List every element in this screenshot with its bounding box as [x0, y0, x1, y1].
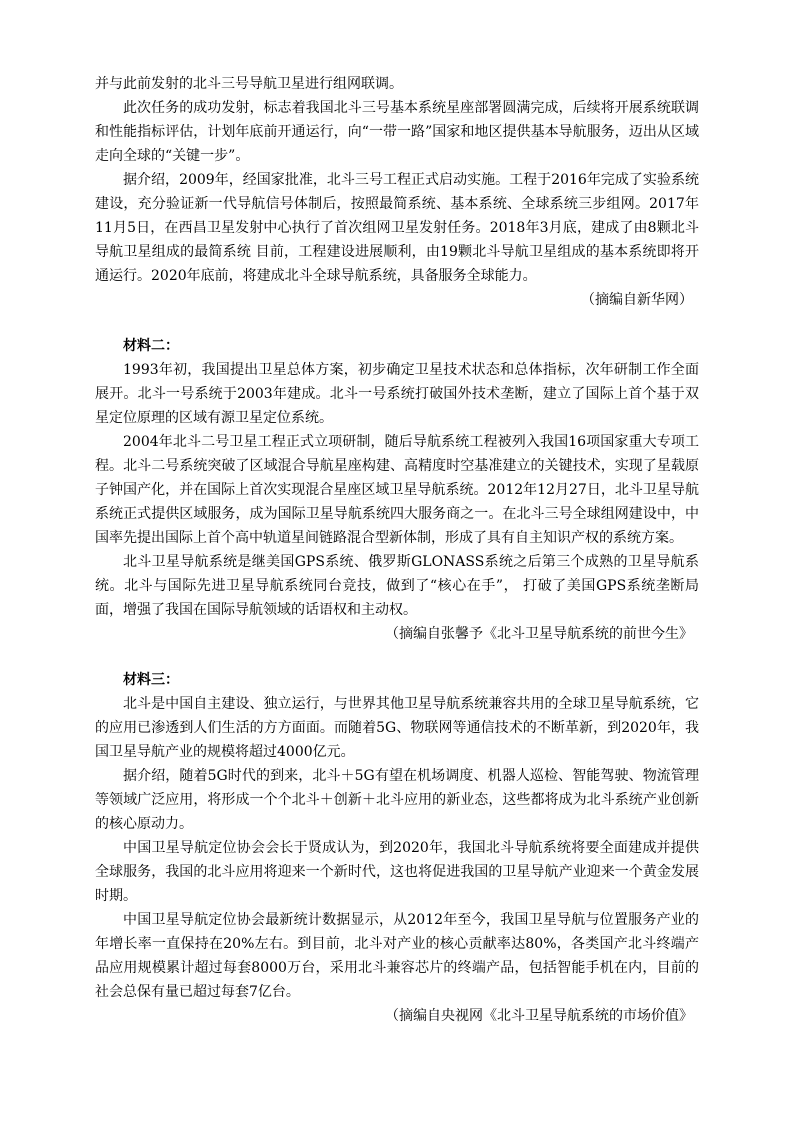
material-2-paragraph-2: 2004年北斗二号卫星工程正式立项研制，随后导航系统工程被列入我国16项国家重大专项工程。北斗二号系统突破了区域混合导航星座构建、高精度时空基准建立的关键技术，实现了星载原子钟国产化，并在国际上首次实现混合星座区域卫星导航系统。2012年12月27日，北斗卫星导航系统正式提供区域服务，成为国际卫星导航系统四大服务商之一。在北斗三号全球组网建设中，中国率先提出国际上首个高中轨道星间链路混合型新体制，形成了具有自主知识产权的系统方案。: [95, 434, 699, 546]
material-3-paragraph-2: 据介绍，随着5G时代的到来，北斗＋5G有望在机场调度、机器人巡检、智能驾驶、物流管理等领域广泛应用，将形成一个个北斗＋创新＋北斗应用的新业态，这些都将成为北斗系统产业创新的核心原动力。: [95, 768, 699, 832]
intro-paragraph-continuation: 并与此前发射的北斗三号导航卫星进行组网联调。: [95, 76, 403, 92]
material-3-paragraph-4: 中国卫星导航定位协会最新统计数据显示，从2012年至今，我国卫星导航与位置服务产业的年增长率一直保持在20%左右。到目前，北斗对产业的核心贡献率达80%，各类国产北斗终端产品应用规模累计超过每套8000万台，采用北斗兼容芯片的终端产品，包括智能手机在内，目前的社会总保有量已超过每套7亿台。: [95, 912, 699, 1000]
intro-source: （摘编自新华网）: [581, 292, 693, 308]
material-2-title: 材料二：: [123, 338, 179, 354]
material-2-source: （摘编自张馨予《北斗卫星导航系统的前世今生》: [385, 626, 693, 642]
document-page: [95, 72, 699, 1028]
material-3-source: （摘编自央视网《北斗卫星导航系统的市场价值》: [385, 1008, 693, 1024]
material-2-paragraph-1: 1993年初，我国提出卫星总体方案，初步确定卫星技术状态和总体指标，次年研制工作全面展开。北斗一号系统于2003年建成。北斗一号系统打破国外技术垄断，建立了国际上首个基于双星定位原理的区域有源卫星定位系统。: [95, 362, 699, 426]
material-3-paragraph-1: 北斗是中国自主建设、独立运行，与世界其他卫星导航系统兼容共用的全球卫星导航系统，它的应用已渗透到人们生活的方方面面。而随着5G、物联网等通信技术的不断革新，到2020年，我国卫星导航产业的规模将超过4000亿元。: [95, 696, 699, 760]
material-3-paragraph-3: 中国卫星导航定位协会会长于贤成认为，到2020年，我国北斗导航系统将要全面建成并提供全球服务，我国的北斗应用将迎来一个新时代，这也将促进我国的卫星导航产业迎来一个黄金发展时期。: [95, 840, 699, 904]
intro-paragraph-1: 此次任务的成功发射，标志着我国北斗三号基本系统星座部署圆满完成，后续将开展系统联调和性能指标评估，计划年底前开通运行，向“一带一路”国家和地区提供基本导航服务，迈出从区域走向全球的“关键一步”。: [95, 100, 699, 164]
material-2-paragraph-3: 北斗卫星导航系统是继美国GPS系统、俄罗斯GLONASS系统之后第三个成熟的卫星导航系统。北斗与国际先进卫星导航系统同台竞技，做到了“核心在手”， 打破了美国GPS系统垄断局面，增强了我国在国际导航领域的话语权和主动权。: [95, 554, 699, 618]
intro-paragraph-2: 据介绍，2009年，经国家批准，北斗三号工程正式启动实施。工程于2016年完成了实验系统建设，充分验证新一代导航信号体制后，按照最简系统、基本系统、全球系统三步组网。2017年11月5日，在西昌卫星发射中心执行了首次组网卫星发射任务。2018年3月底，建成了由8颗北斗导航卫星组成的最简系统 目前，工程建设进展顺利，由19颗北斗导航卫星组成的基本系统即将开通运行。2020年底前，将建成北斗全球导航系统，具备服务全球能力。: [95, 172, 699, 284]
material-3-title: 材料三：: [123, 672, 179, 688]
